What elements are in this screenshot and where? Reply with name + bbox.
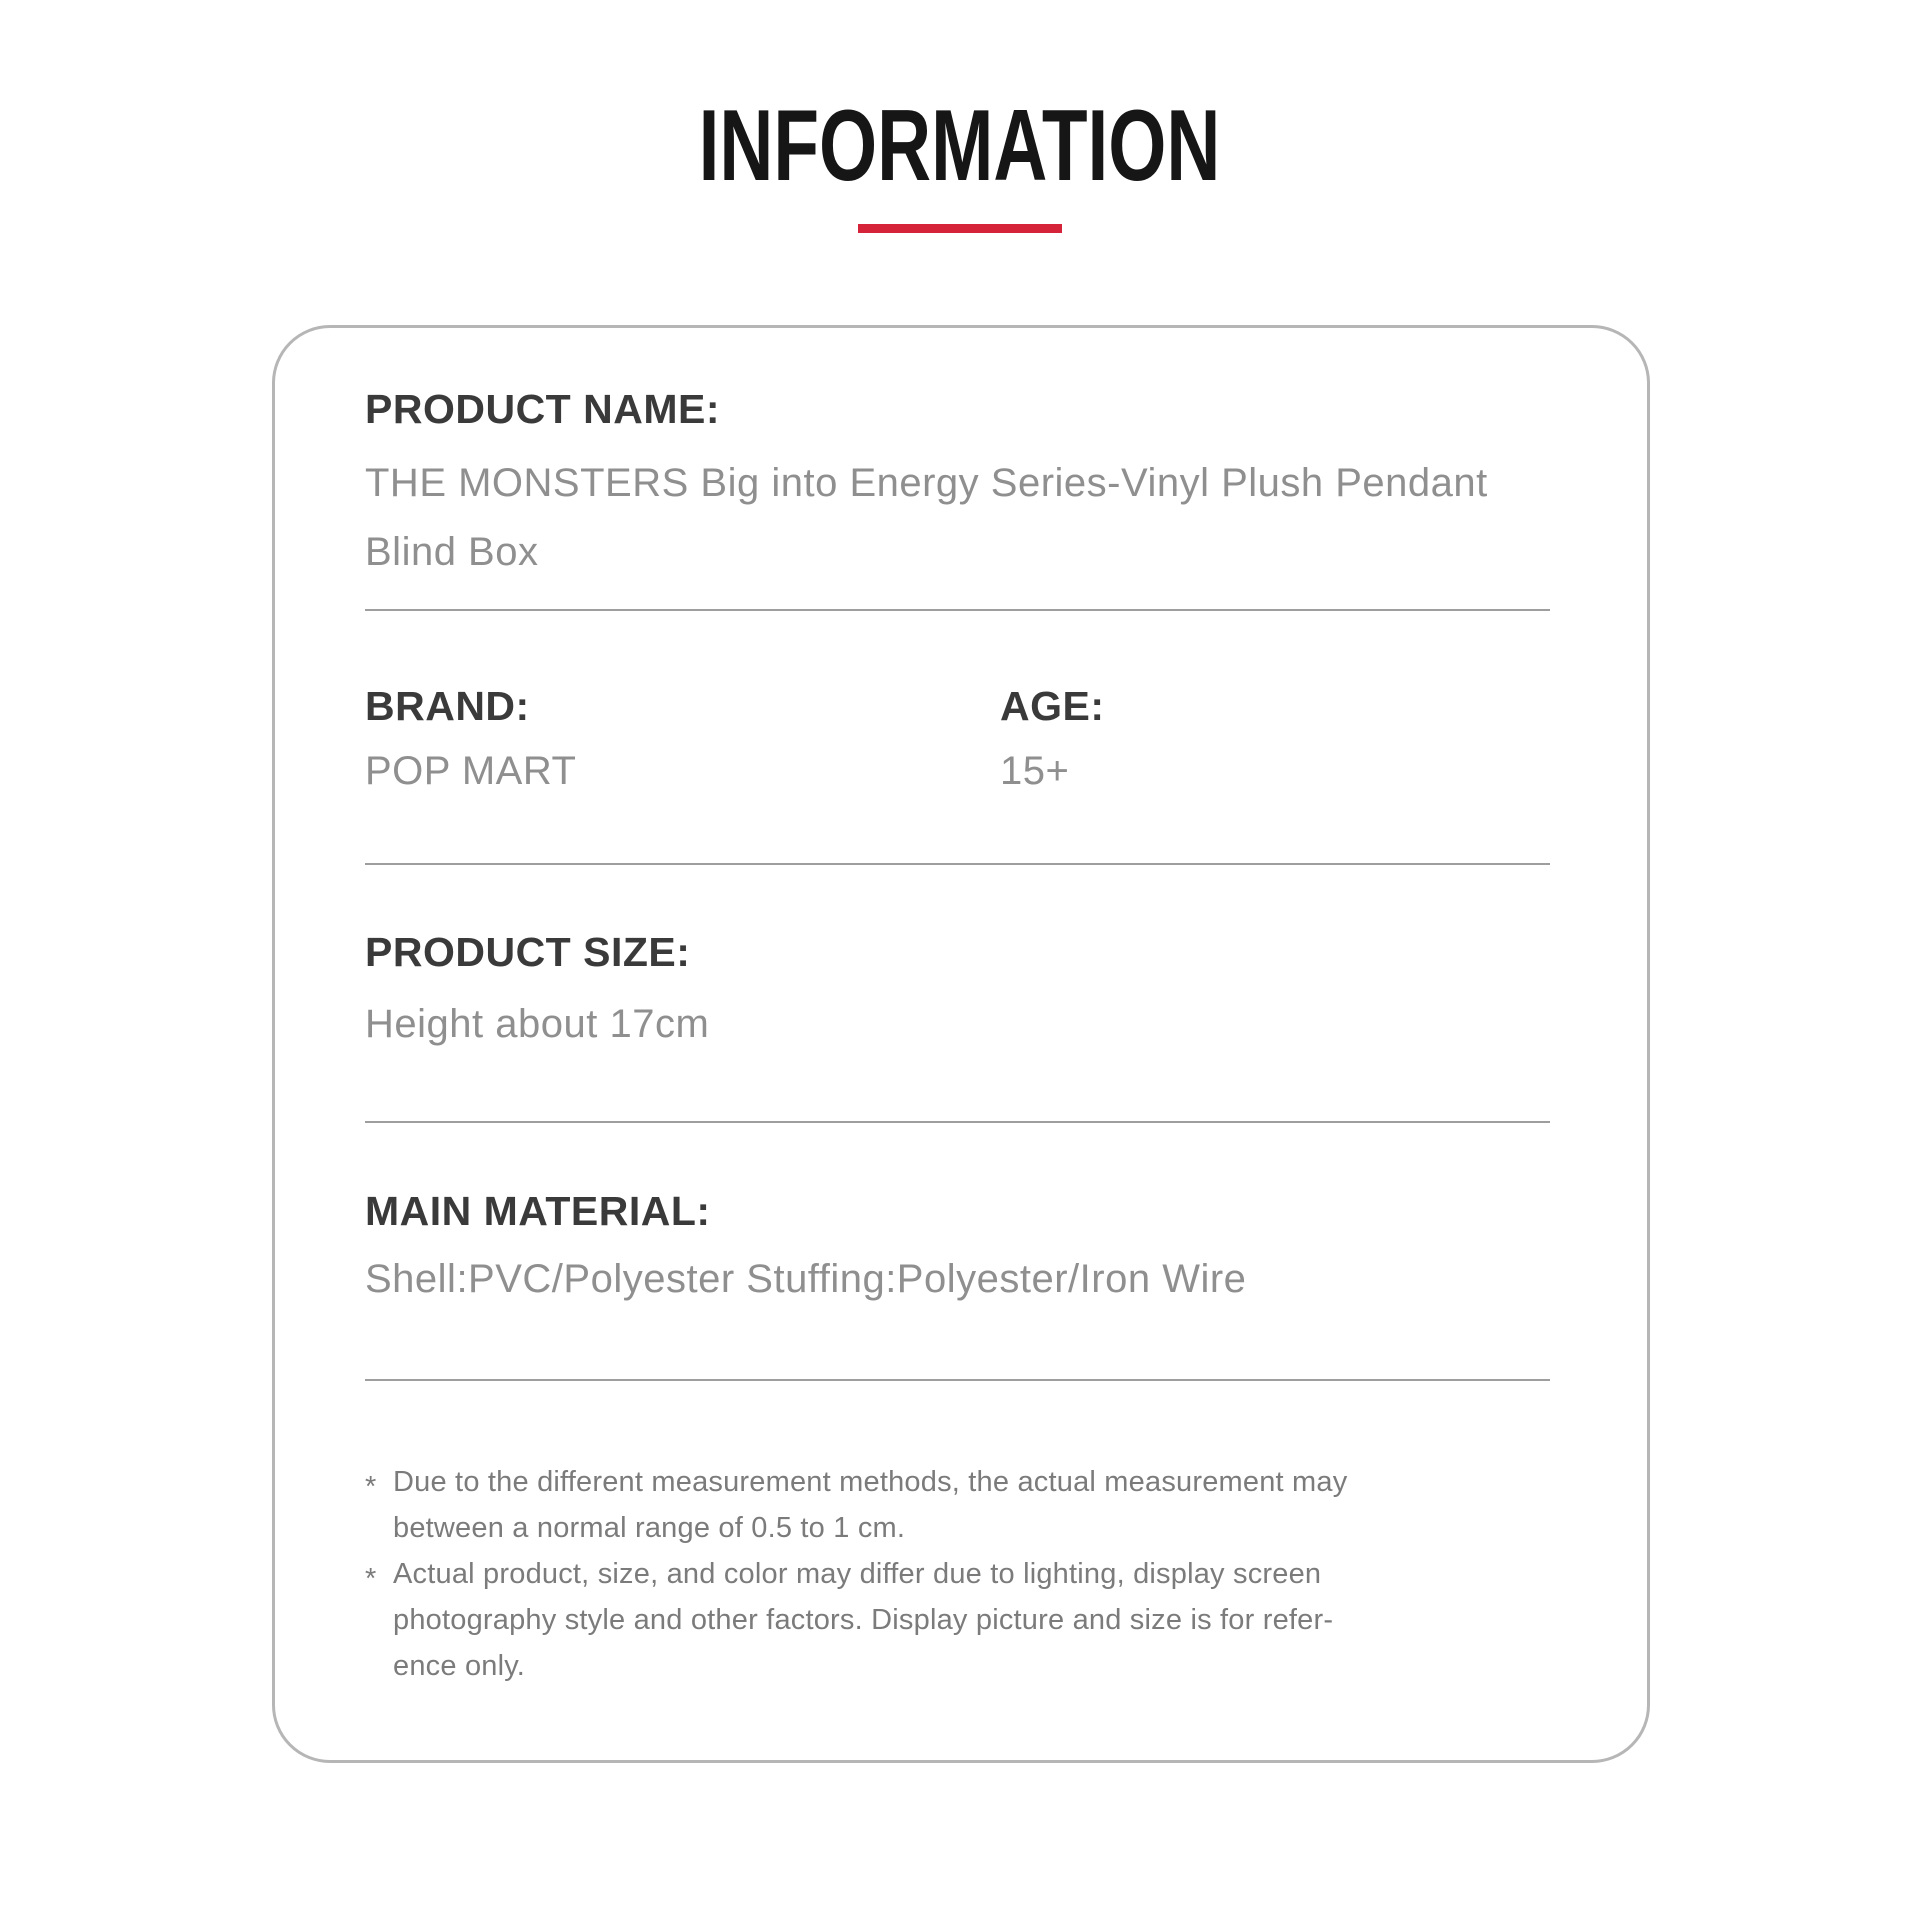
footnote-measurement — [365, 1459, 1550, 1551]
footnote-line: ence only. — [393, 1650, 526, 1682]
brand-age-label-row — [365, 682, 1550, 730]
brand-age-value-row — [365, 747, 1550, 795]
product-size-label: PRODUCT SIZE: — [365, 929, 691, 975]
page-title-text: INFORMATION — [699, 90, 1221, 202]
asterisk-marker: * — [365, 1471, 377, 1503]
product-size-value: Height about 17cm — [365, 1002, 710, 1046]
product-name-value: THE MONSTERS Big into Energy Series-Vinyl Plush Pendant Blind Box — [365, 461, 1488, 574]
divider — [365, 1121, 1550, 1123]
brand-value: POP MART — [365, 749, 577, 793]
product-info-card — [272, 325, 1650, 1763]
footnote-line: Due to the different measurement methods, the actual measurement may — [393, 1466, 1348, 1498]
title-underline-accent — [858, 224, 1062, 233]
page-title — [0, 90, 1920, 202]
footnotes — [365, 1459, 1550, 1689]
main-material-label: MAIN MATERIAL: — [365, 1188, 711, 1234]
footnote-line: Actual product, size, and color may differ due to lighting, display screen — [393, 1558, 1322, 1590]
footnote-line: photography style and other factors. Display picture and size is for refer- — [393, 1604, 1334, 1636]
divider — [365, 863, 1550, 865]
footnote-line: between a normal range of 0.5 to 1 cm. — [393, 1512, 906, 1544]
age-label: AGE: — [1000, 683, 1105, 729]
footnote-appearance — [365, 1551, 1550, 1689]
divider — [365, 609, 1550, 611]
brand-label: BRAND: — [365, 683, 530, 729]
asterisk-marker: * — [365, 1563, 377, 1595]
main-material-value: Shell:PVC/Polyester Stuffing:Polyester/Iron Wire — [365, 1257, 1247, 1301]
product-name-label: PRODUCT NAME: — [365, 386, 720, 432]
age-value: 15+ — [1000, 749, 1070, 793]
divider — [365, 1379, 1550, 1381]
